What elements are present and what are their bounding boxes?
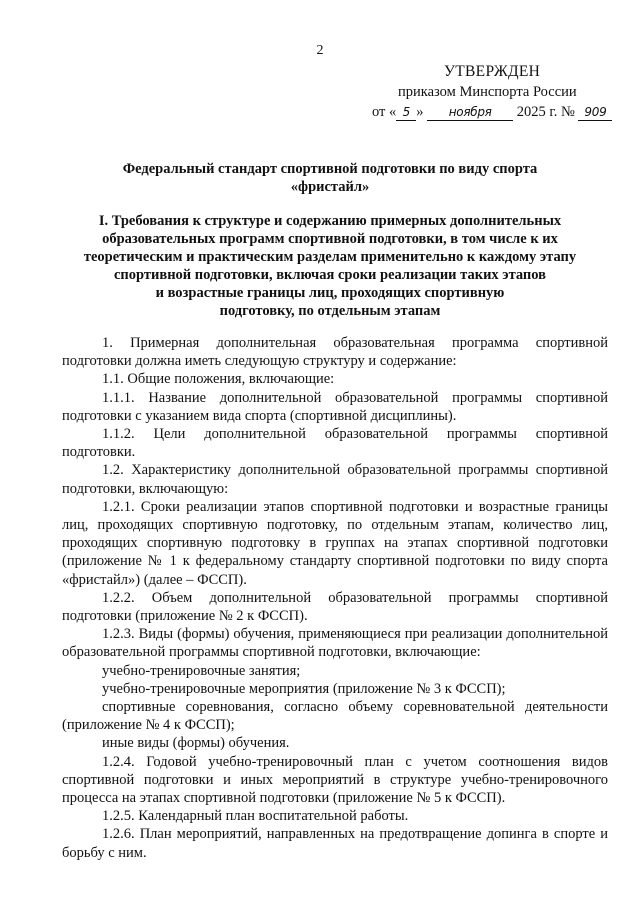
section-title-line: спортивной подготовки, включая сроки реализации таких этапов (113, 267, 546, 283)
paragraph: учебно-тренировочные занятия; (102, 662, 301, 679)
paragraph: 1.2.1. Сроки реализации этапов спортивной подготовки и возрастные границы лиц, проходящих спортивную подготовку, по отдельным этапам, количество лиц, проходящих спортивную подготовку в группах на этапах спортивной подготовки (приложение № 1 к федеральному стандарту спортивной подготовки по виду спорта «фристайл») (далее – ФССП). (62, 498, 608, 588)
date-prefix: от « (372, 104, 397, 120)
date-mid: » (416, 104, 424, 120)
paragraph: спортивные соревнования, согласно объему соревновательной деятельности (приложение № 4 к ФССП); (62, 699, 608, 734)
document-title-line: Федеральный стандарт спортивной подготовки по виду спорта (122, 161, 538, 177)
paragraph: 1.2.2. Объем дополнительной образовательной программы спортивной подготовки (приложение № 2 к ФССП). (62, 589, 608, 625)
page-number: 2 (316, 43, 324, 58)
paragraph: иные виды (формы) обучения. (102, 735, 290, 752)
handwritten-month: ноября (427, 105, 513, 121)
paragraph: учебно-тренировочные мероприятия (приложение № 3 к ФССП); (102, 680, 506, 697)
section-title-line: подготовку, по отдельным этапам (219, 303, 441, 319)
approval-block (372, 62, 622, 122)
section-title-line: теоретическим и практическим разделам применительно к каждому этапу (83, 249, 577, 265)
section-title-line: образовательных программ спортивной подготовки, в том числе к их (102, 231, 558, 247)
document-title-line: «фристайл» (290, 179, 370, 195)
paragraph: 1. Примерная дополнительная образовательная программа спортивной подготовки должна иметь следующую структуру и содержание: (62, 335, 608, 370)
section-title-line: I. Требования к структуре и содержанию примерных дополнительных (98, 213, 562, 229)
paragraph: 1.2.3. Виды (формы) обучения, применяющиеся при реализации дополнительной образовательной программы спортивной подготовки, включающие: (62, 626, 608, 661)
approval-date-line (372, 102, 622, 122)
date-year: 2025 г. № (516, 104, 575, 120)
paragraph: 1.1.1. Название дополнительной образовательной программы спортивной подготовки с указанием вида спорта (спортивной дисциплины). (62, 389, 608, 424)
paragraph: 1.1.2. Цели дополнительной образовательной программы спортивной подготовки. (62, 426, 608, 461)
handwritten-order-number: 909 (578, 105, 612, 121)
section-title (70, 212, 590, 320)
paragraph: 1.2.4. Годовой учебно-тренировочный план с учетом соотношения видов спортивной подготовки и иных мероприятий в структуре учебно-тренировочного процесса на этапах спортивной подготовки (приложение № 5 к ФССП). (62, 753, 608, 807)
paragraph: 1.2.6. План мероприятий, направленных на предотвращение допинга в спорте и борьбу с ним. (62, 826, 608, 861)
document-body (62, 334, 608, 862)
paragraph: 1.2. Характеристику дополнительной образовательной программы спортивной подготовки, включающую: (62, 462, 608, 497)
paragraph: 1.2.5. Календарный план воспитательной работы. (102, 808, 409, 825)
approval-title: УТВЕРЖДЕН (444, 63, 541, 80)
section-title-line: и возрастные границы лиц, проходящих спортивную (155, 285, 505, 301)
handwritten-day: 5 (396, 105, 416, 121)
paragraph: 1.1. Общие положения, включающие: (102, 371, 335, 388)
document-title (60, 160, 600, 196)
approval-order-line: приказом Минспорта России (398, 84, 577, 100)
